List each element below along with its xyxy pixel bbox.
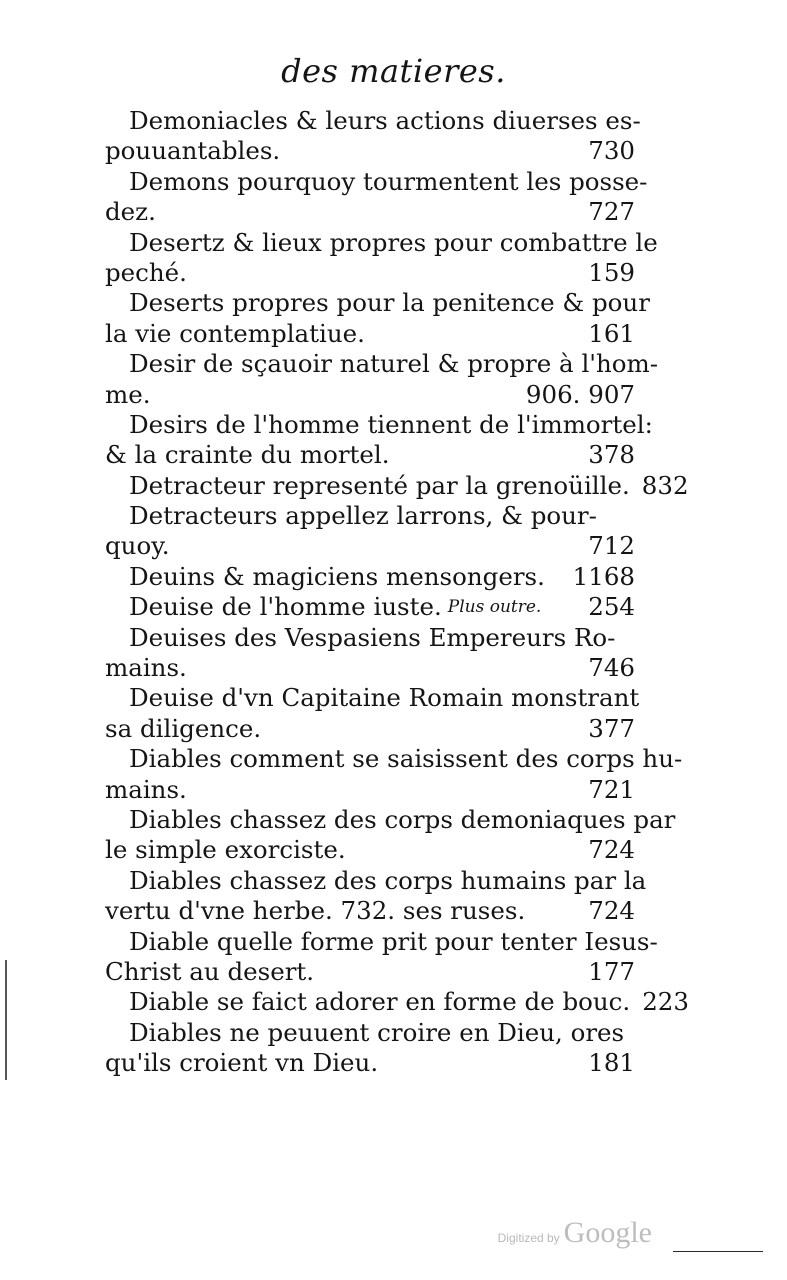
entry-text: Deuins & magiciens mensongers. xyxy=(129,561,545,591)
index-entry xyxy=(105,409,653,471)
entry-text: vertu d'vne herbe. 732. ses ruses. xyxy=(105,896,526,926)
entry-continuation-line xyxy=(105,714,635,744)
entry-page-number: 159 xyxy=(588,257,635,287)
entry-page-number: 378 xyxy=(588,440,635,470)
index-entries xyxy=(105,106,689,1079)
entry-continuation-line xyxy=(105,653,635,683)
index-entry xyxy=(105,470,689,501)
entry-text: Diables chassez des corps humains par la xyxy=(129,865,647,895)
entry-headword-line xyxy=(105,166,648,197)
entry-headword-line xyxy=(105,501,635,531)
entry-page-number: 724 xyxy=(588,835,635,865)
entry-text: sa diligence. xyxy=(105,713,262,743)
entry-headword-line xyxy=(105,409,653,440)
margin-rule xyxy=(5,960,7,1080)
entry-headword-line xyxy=(105,349,659,379)
entry-text: Detracteur representé par la grenoüille. xyxy=(129,470,630,500)
index-entry xyxy=(105,501,635,562)
index-entry xyxy=(105,106,641,167)
index-entry xyxy=(105,865,647,927)
entry-page-number: 746 xyxy=(588,653,635,683)
entry-headword-line xyxy=(105,592,635,622)
entry-text: Diables ne peuuent croire en Dieu, ores xyxy=(129,1017,625,1047)
entry-text: mains. xyxy=(105,774,187,804)
entry-headword-line xyxy=(105,227,658,258)
entry-headword-line xyxy=(105,1018,635,1048)
entry-page-number: 712 xyxy=(588,531,635,561)
entry-page-number: 730 xyxy=(588,136,635,166)
page-edge-line xyxy=(673,1251,763,1252)
entry-text: la vie contemplatiue. xyxy=(105,318,365,348)
entry-text: me. xyxy=(105,379,151,409)
entry-text: Diables comment se saisissent des corps hu- xyxy=(129,744,683,774)
index-entry xyxy=(105,349,659,410)
entry-continuation-line xyxy=(105,896,635,926)
entry-headword-line xyxy=(105,562,635,592)
entry-continuation-line xyxy=(105,1048,635,1078)
entry-text: Deuise d'vn Capitaine Romain monstrant xyxy=(129,683,640,713)
entry-headword-line xyxy=(105,623,635,653)
entry-continuation-line xyxy=(105,440,635,470)
index-entry xyxy=(105,926,658,988)
entry-text: Deuises des Vespasiens Empereurs Ro- xyxy=(129,622,616,652)
index-entry xyxy=(105,987,689,1017)
entry-headword-line xyxy=(105,288,650,318)
entry-page-number: 1168 xyxy=(572,561,635,591)
entry-continuation-line xyxy=(105,197,635,227)
entry-text: Diable se faict adorer en forme de bouc. xyxy=(129,987,631,1017)
entry-text: pouuantables. xyxy=(105,136,281,166)
index-entry xyxy=(105,683,640,744)
entry-page-number: 906. 907 xyxy=(525,379,635,409)
entry-headword-line xyxy=(105,683,640,713)
entry-text: Desirs de l'homme tiennent de l'immortel: xyxy=(129,409,653,439)
entry-note: Plus outre. xyxy=(447,597,542,618)
entry-text: Desir de sçauoir naturel & propre à l'hom- xyxy=(129,349,659,379)
entry-text: Deuise de l'homme iuste. xyxy=(129,592,442,622)
entry-text: & la crainte du mortel. xyxy=(105,440,390,470)
index-entry xyxy=(105,744,683,805)
entry-page-number: 223 xyxy=(642,987,689,1017)
entry-text: Demoniacles & leurs actions diuerses es- xyxy=(129,106,641,135)
entry-page-number: 832 xyxy=(641,470,689,500)
index-entry xyxy=(105,227,658,289)
entry-headword-line xyxy=(105,987,689,1017)
index-entry xyxy=(105,562,635,592)
entry-page-number: 727 xyxy=(588,197,635,227)
entry-continuation-line xyxy=(105,957,635,987)
entry-page-number: 724 xyxy=(588,896,635,926)
entry-text: quoy. xyxy=(105,531,170,561)
entry-page-number: 181 xyxy=(588,1048,635,1078)
entry-page-number: 721 xyxy=(588,774,635,804)
entry-continuation-line xyxy=(105,319,635,349)
entry-page-number: 177 xyxy=(588,956,635,986)
entry-continuation-line xyxy=(105,775,635,805)
entry-headword-line xyxy=(105,804,676,835)
entry-text: Deserts propres pour la penitence & pour xyxy=(129,288,650,318)
entry-text: Demons pourquoy tourmentent les posse- xyxy=(129,166,648,196)
page-header: des matieres. xyxy=(281,52,506,90)
index-entry xyxy=(105,804,676,866)
entry-page-number: 254 xyxy=(588,592,635,622)
watermark-prefix: Digitized by xyxy=(497,1231,560,1245)
entry-headword-line xyxy=(105,744,683,774)
entry-text: peché. xyxy=(105,257,187,287)
entry-text: Diable quelle forme prit pour tenter Iesus- xyxy=(129,926,658,956)
index-entry xyxy=(105,166,648,228)
entry-text: qu'ils croient vn Dieu. xyxy=(105,1048,379,1078)
entry-continuation-line xyxy=(105,835,635,865)
entry-headword-line xyxy=(105,865,647,896)
entry-continuation-line xyxy=(105,531,635,561)
google-logo: Google xyxy=(563,1216,652,1249)
index-entry xyxy=(105,592,635,622)
index-entry xyxy=(105,1018,635,1079)
entry-text: dez. xyxy=(105,197,156,227)
entry-text: Diables chassez des corps demoniaques par xyxy=(129,804,676,834)
entry-text: mains. xyxy=(105,653,187,683)
entry-text: Desertz & lieux propres pour combattre le xyxy=(129,227,658,257)
digitized-watermark xyxy=(498,1216,652,1250)
entry-text: le simple exorciste. xyxy=(105,835,346,865)
index-entry xyxy=(105,623,635,684)
entry-headword-line xyxy=(105,926,658,957)
entry-continuation-line xyxy=(105,136,635,166)
entry-headword-line xyxy=(105,106,641,136)
entry-page-number: 161 xyxy=(588,318,635,348)
entry-text: Christ au desert. xyxy=(105,956,315,986)
entry-continuation-line xyxy=(105,380,635,410)
entry-page-number: 377 xyxy=(588,713,635,743)
entry-continuation-line xyxy=(105,258,635,288)
index-entry xyxy=(105,288,650,349)
entry-headword-line xyxy=(105,470,689,501)
entry-text: Detracteurs appellez larrons, & pour- xyxy=(129,501,597,531)
